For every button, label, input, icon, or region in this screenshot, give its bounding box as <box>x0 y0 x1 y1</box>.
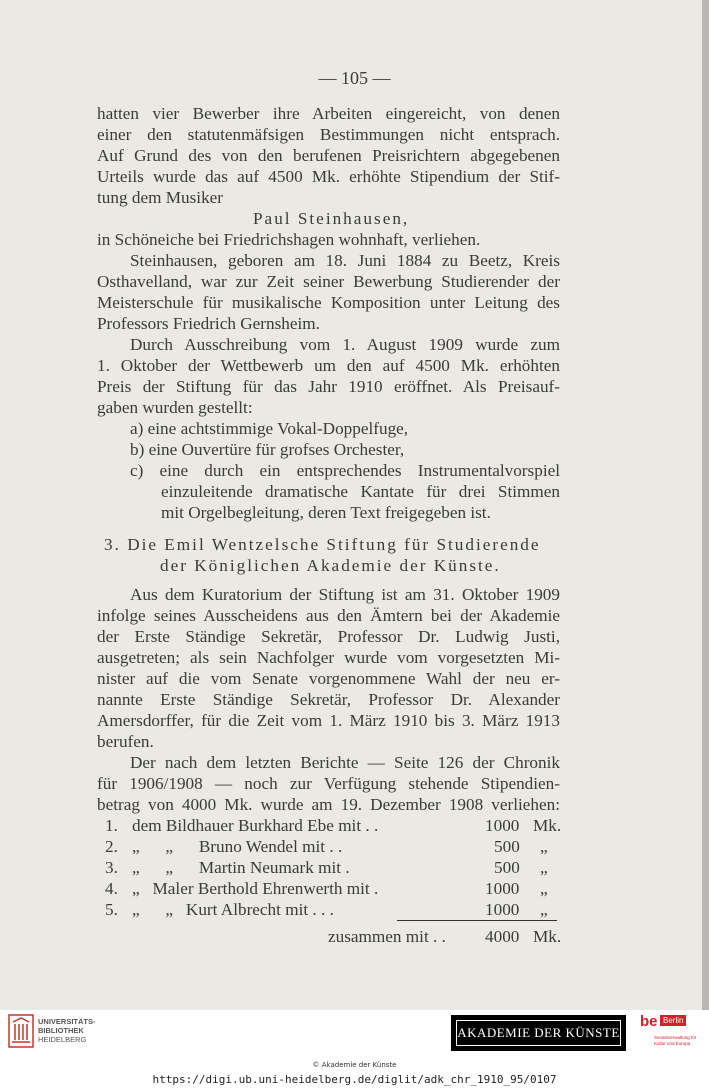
permalink-url[interactable]: https://digi.ub.uni-heidelberg.de/diglit/adk_chr_1910_95/0107 <box>152 1073 557 1086</box>
award-unit: „ <box>540 837 548 856</box>
text-line: Auf Grund des von den berufenen Preisrichtern abgegebenen <box>97 146 560 165</box>
award-text: „ „ Martin Neumark mit . <box>132 858 350 877</box>
total-unit: Mk. <box>533 927 562 946</box>
list-item: b) eine Ouvertüre für grofses Orchester, <box>130 440 405 459</box>
award-text: „ Maler Berthold Ehrenwerth mit . <box>132 879 379 898</box>
text-line: Preis der Stiftung für das Jahr 1910 eröffnet. Als Preisauf- <box>97 377 560 396</box>
total-text: zusammen mit . . <box>328 927 446 946</box>
award-text: dem Bildhauer Burkhard Ebe mit . . <box>132 816 379 835</box>
copyright-notice: © Akademie der Künste <box>312 1061 397 1069</box>
text-line: Meisterschule für musikalische Komposition unter Leitung des <box>97 293 560 312</box>
award-number: 3. <box>105 858 118 877</box>
award-unit: „ <box>540 858 548 877</box>
name-heading: Paul Steinhausen, <box>253 209 410 228</box>
text-line: Aus dem Kuratorium der Stiftung ist am 31. Oktober 1909 <box>130 585 560 604</box>
award-amount: 500 <box>494 858 520 877</box>
list-item: a) eine achtstimmige Vokal-Doppelfuge, <box>130 419 409 438</box>
text-line: betrag von 4000 Mk. wurde am 19. Dezember 1908 verliehen: <box>97 795 560 814</box>
list-item: einzuleitende dramatische Kantate für drei Stimmen <box>161 482 560 501</box>
text-line: Osthavelland, war zur Zeit seiner Bewerbung Studierender der <box>97 272 560 291</box>
award-number: 1. <box>105 816 118 835</box>
text-line: Steinhausen, geboren am 18. Juni 1884 zu Beetz, Kreis <box>130 251 560 270</box>
text-line: berufen. <box>97 732 154 751</box>
section-heading: der Königlichen Akademie der Künste. <box>160 556 501 575</box>
akademie-logo[interactable] <box>451 1015 626 1051</box>
text-line: 1. Oktober der Wettbewerb um den auf 4500 Mk. erhöhten <box>97 356 560 375</box>
berlin-label: Berlin <box>660 1015 686 1026</box>
award-unit: „ <box>540 900 548 919</box>
text-line: in Schöneiche bei Friedrichshagen wohnhaft, verliehen. <box>97 230 481 249</box>
page-edge <box>702 0 709 1010</box>
text-line: nannte Erste Ständige Sekretär, Professor Dr. Alexander <box>97 690 560 709</box>
list-item: mit Orgelbegleitung, deren Text freigegeben ist. <box>161 503 491 522</box>
award-unit: Mk. <box>533 816 562 835</box>
text-line: Urteils wurde das auf 4500 Mk. erhöhte Stipendium der Stif- <box>97 167 560 186</box>
list-item: c) eine durch ein entsprechendes Instrumentalvorspiel <box>130 461 560 480</box>
ub-line: BIBLIOTHEK <box>38 1026 84 1035</box>
award-number: 4. <box>105 879 118 898</box>
akademie-logo-label: AKADEMIE DER KÜNSTE <box>456 1020 621 1046</box>
senate-text: Senatsverwaltung für Kultur und Europa <box>654 1035 697 1046</box>
sum-rule <box>397 920 557 921</box>
text-line: der Erste Ständige Sekretär, Professor Dr. Ludwig Justi, <box>97 627 560 646</box>
page-number: — 105 — <box>318 68 391 88</box>
text-line: Amersdorffer, für die Zeit vom 1. März 1910 bis 3. März 1913 <box>97 711 560 730</box>
university-library-logo-icon[interactable] <box>8 1014 34 1048</box>
text-line: infolge seines Ausscheidens aus den Ämtern bei der Akademie <box>97 606 560 625</box>
text-line: ausgetreten; als sein Nachfolger wurde vom vorgesetzten Mi- <box>97 648 560 667</box>
berlin-senate-logo[interactable] <box>640 1013 700 1053</box>
text-line: einer den statutenmäfsigen Bestimmungen nicht entsprach. <box>97 125 560 144</box>
award-amount: 1000 <box>485 879 520 898</box>
award-text: „ „ Bruno Wendel mit . . <box>132 837 343 856</box>
text-line: Professors Friedrich Gernsheim. <box>97 314 320 333</box>
text-line: Durch Ausschreibung vom 1. August 1909 wurde zum <box>130 335 560 354</box>
total-amount: 4000 <box>485 927 520 946</box>
text-line: nister auf die vom Senate vorgenommene Wahl der neu er- <box>97 669 560 688</box>
be-berlin-mark: be <box>640 1013 658 1030</box>
text-line: hatten vier Bewerber ihre Arbeiten eingereicht, von denen <box>97 104 560 123</box>
ub-line: HEIDELBERG <box>38 1035 87 1044</box>
award-number: 2. <box>105 837 118 856</box>
ub-line: UNIVERSITÄTS- <box>38 1017 96 1026</box>
award-number: 5. <box>105 900 118 919</box>
award-unit: „ <box>540 879 548 898</box>
text-line: für 1906/1908 — noch zur Verfügung stehende Stipendien- <box>97 774 560 793</box>
text-line: tung dem Musiker <box>97 188 224 207</box>
award-amount: 500 <box>494 837 520 856</box>
award-amount: 1000 <box>485 900 520 919</box>
award-amount: 1000 <box>485 816 520 835</box>
award-text: „ „ Kurt Albrecht mit . . . <box>132 900 334 919</box>
text-line: Der nach dem letzten Berichte — Seite 126 der Chronik <box>130 753 560 772</box>
university-library-name[interactable] <box>38 1017 96 1044</box>
text-line: gaben wurden gestellt: <box>97 398 253 417</box>
section-heading: 3. Die Emil Wentzelsche Stiftung für Studierende <box>104 535 541 554</box>
